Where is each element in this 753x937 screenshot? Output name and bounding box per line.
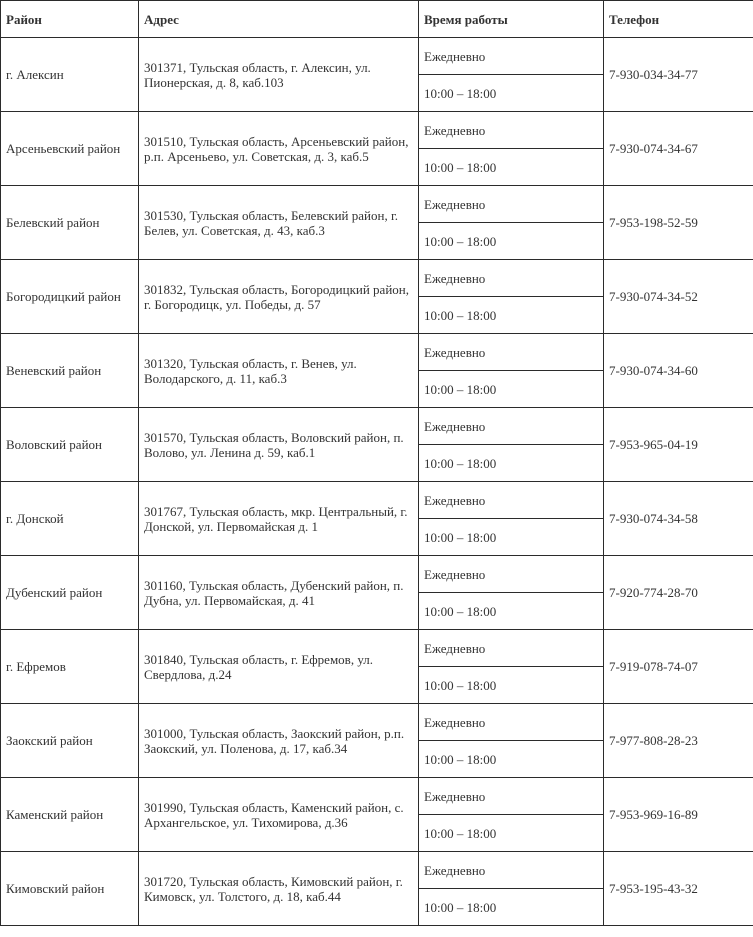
district-cell: Арсеньевский район [1,112,139,186]
table-row [1,556,753,593]
time-cell: 10:00 – 18:00 [419,889,604,926]
district-cell: Дубенский район [1,556,139,630]
time-cell: 10:00 – 18:00 [419,297,604,334]
district-cell: Богородицкий район [1,260,139,334]
time-cell: 10:00 – 18:00 [419,223,604,260]
phone-cell: 7-953-965-04-19 [604,408,753,482]
time-cell: 10:00 – 18:00 [419,815,604,852]
time-cell: 10:00 – 18:00 [419,741,604,778]
phone-cell: 7-953-198-52-59 [604,186,753,260]
phone-cell: 7-953-195-43-32 [604,852,753,926]
table-row [1,334,753,371]
address-cell: 301530, Тульская область, Белевский район, г. Белев, ул. Советская, д. 43, каб.3 [139,186,419,260]
table-row [1,630,753,667]
table-row [1,482,753,519]
table-row [1,186,753,223]
district-cell: Воловский район [1,408,139,482]
district-cell: Заокский район [1,704,139,778]
address-cell: 301832, Тульская область, Богородицкий район, г. Богородицк, ул. Победы, д. 57 [139,260,419,334]
table-row [1,112,753,149]
days-cell: Ежедневно [419,852,604,889]
days-cell: Ежедневно [419,186,604,223]
header-phone: Телефон [604,1,753,38]
days-cell: Ежедневно [419,630,604,667]
table-row [1,260,753,297]
days-cell: Ежедневно [419,112,604,149]
days-cell: Ежедневно [419,260,604,297]
table-row [1,704,753,741]
address-cell: 301000, Тульская область, Заокский район, р.п. Заокский, ул. Поленова, д. 17, каб.34 [139,704,419,778]
phone-cell: 7-953-969-16-89 [604,778,753,852]
phone-cell: 7-930-074-34-52 [604,260,753,334]
address-cell: 301371, Тульская область, г. Алексин, ул. Пионерская, д. 8, каб.103 [139,38,419,112]
table-row [1,852,753,889]
district-cell: г. Донской [1,482,139,556]
district-cell: Белевский район [1,186,139,260]
table-header [1,1,753,38]
address-cell: 301767, Тульская область, мкр. Центральный, г. Донской, ул. Первомайская д. 1 [139,482,419,556]
address-cell: 301720, Тульская область, Кимовский район, г. Кимовск, ул. Толстого, д. 18, каб.44 [139,852,419,926]
time-cell: 10:00 – 18:00 [419,149,604,186]
phone-cell: 7-920-774-28-70 [604,556,753,630]
header-district: Район [1,1,139,38]
phone-cell: 7-930-074-34-67 [604,112,753,186]
district-cell: г. Алексин [1,38,139,112]
address-cell: 301990, Тульская область, Каменский район, с. Архангельское, ул. Тихомирова, д.36 [139,778,419,852]
header-row [1,1,753,38]
time-cell: 10:00 – 18:00 [419,445,604,482]
days-cell: Ежедневно [419,482,604,519]
days-cell: Ежедневно [419,778,604,815]
table-row [1,408,753,445]
header-address: Адрес [139,1,419,38]
table-row [1,38,753,75]
phone-cell: 7-977-808-28-23 [604,704,753,778]
table-body [1,38,753,926]
time-cell: 10:00 – 18:00 [419,667,604,704]
days-cell: Ежедневно [419,334,604,371]
days-cell: Ежедневно [419,556,604,593]
address-cell: 301840, Тульская область, г. Ефремов, ул. Свердлова, д.24 [139,630,419,704]
time-cell: 10:00 – 18:00 [419,593,604,630]
time-cell: 10:00 – 18:00 [419,75,604,112]
address-cell: 301510, Тульская область, Арсеньевский район, р.п. Арсеньево, ул. Советская, д. 3, каб.5 [139,112,419,186]
district-cell: Кимовский район [1,852,139,926]
address-cell: 301570, Тульская область, Воловский район, п. Волово, ул. Ленина д. 59, каб.1 [139,408,419,482]
phone-cell: 7-930-074-34-60 [604,334,753,408]
phone-cell: 7-930-074-34-58 [604,482,753,556]
time-cell: 10:00 – 18:00 [419,371,604,408]
district-cell: Каменский район [1,778,139,852]
phone-cell: 7-930-034-34-77 [604,38,753,112]
address-cell: 301320, Тульская область, г. Венев, ул. Володарского, д. 11, каб.3 [139,334,419,408]
district-cell: г. Ефремов [1,630,139,704]
days-cell: Ежедневно [419,704,604,741]
table-row [1,778,753,815]
phone-cell: 7-919-078-74-07 [604,630,753,704]
time-cell: 10:00 – 18:00 [419,519,604,556]
header-hours: Время работы [419,1,604,38]
days-cell: Ежедневно [419,408,604,445]
district-cell: Веневский район [1,334,139,408]
days-cell: Ежедневно [419,38,604,75]
address-cell: 301160, Тульская область, Дубенский район, п. Дубна, ул. Первомайская, д. 41 [139,556,419,630]
